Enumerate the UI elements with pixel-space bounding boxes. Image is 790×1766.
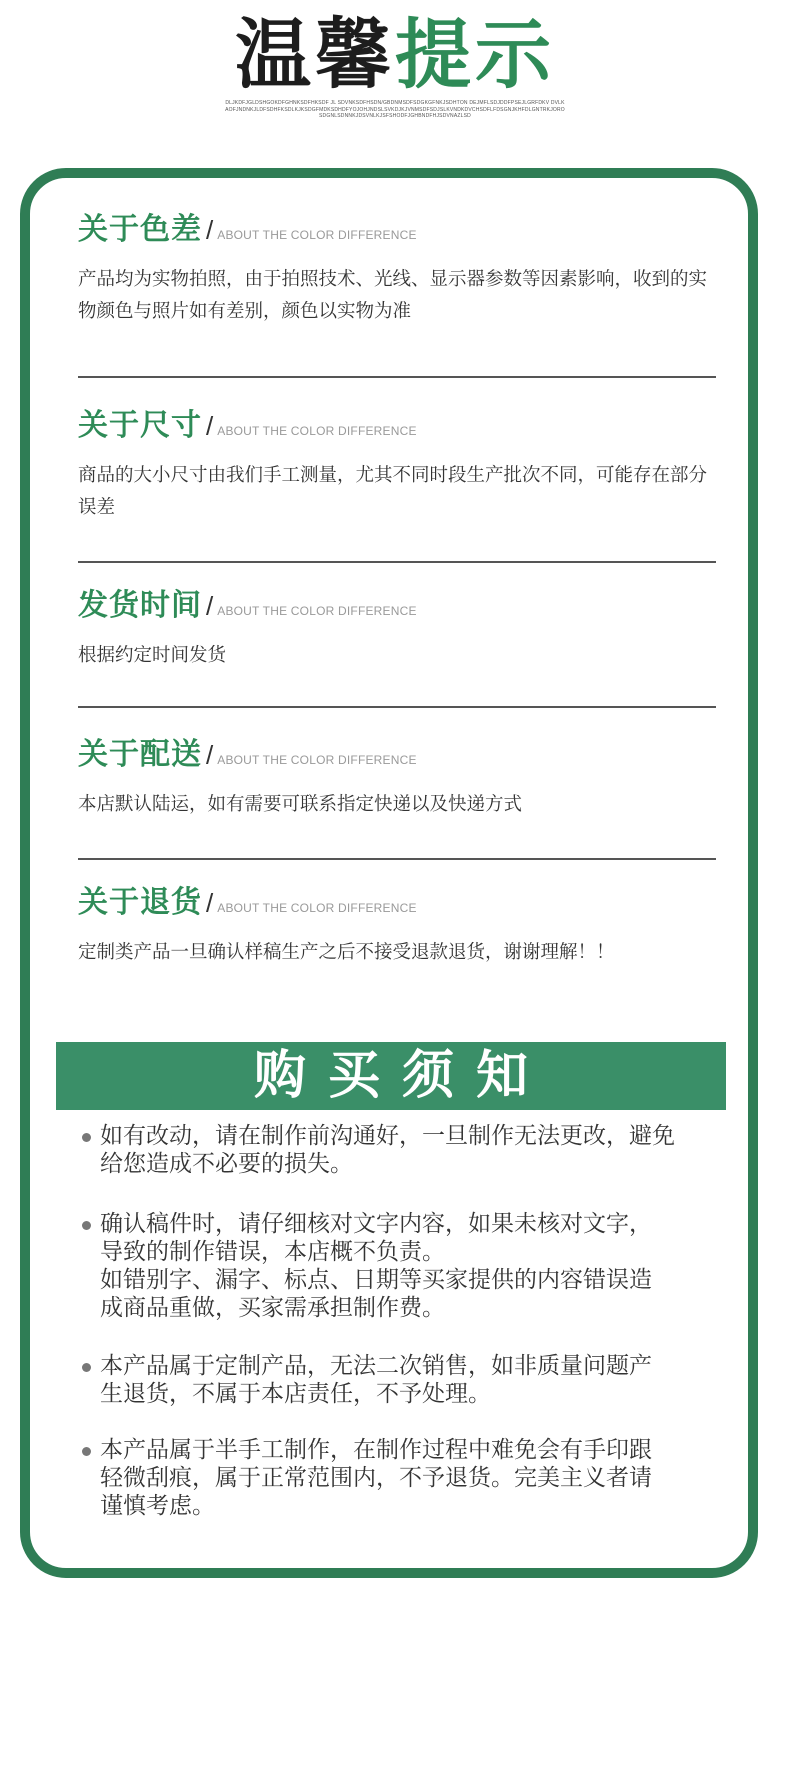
section-subtitle: ABOUT THE COLOR DIFFERENCE: [217, 901, 417, 915]
section-title: 关于退货: [78, 885, 202, 920]
notice-line: 如有改动，请在制作前沟通好，一旦制作无法更改，避免: [100, 1123, 675, 1149]
section-header: [78, 400, 718, 443]
notice-line: 确认稿件时，请仔细核对文字内容，如果未核对文字，: [100, 1211, 652, 1237]
section-subtitle: ABOUT THE COLOR DIFFERENCE: [217, 604, 417, 618]
section-slash: /: [206, 591, 214, 621]
section-returns: [78, 877, 718, 969]
notice-line: 给您造成不必要的损失。: [100, 1151, 353, 1177]
notice-line: 本产品属于定制产品，无法二次销售，如非质量问题产: [100, 1353, 652, 1379]
section-color-difference: [78, 204, 718, 328]
divider: [78, 561, 716, 563]
notice-line: 本产品属于半手工制作，在制作过程中难免会有手印跟: [100, 1437, 652, 1463]
notice-line: 生退货，不属于本店责任，不予处理。: [100, 1381, 491, 1407]
bullet-icon: [82, 1363, 91, 1372]
section-subtitle: ABOUT THE COLOR DIFFERENCE: [217, 228, 417, 242]
section-subtitle: ABOUT THE COLOR DIFFERENCE: [217, 753, 417, 767]
notice-text: [100, 1436, 722, 1520]
section-body: 根据约定时间发货: [78, 645, 227, 666]
section-header: [78, 204, 718, 247]
notice-text: [100, 1210, 722, 1322]
notice-text: [100, 1122, 722, 1178]
notice-item: [82, 1352, 722, 1408]
bullet-icon: [82, 1133, 91, 1142]
section-header: [78, 580, 718, 623]
section-slash: /: [206, 411, 214, 441]
section-title: 关于尺寸: [78, 408, 202, 443]
section-title: 关于配送: [78, 737, 202, 772]
page-title: [0, 10, 790, 100]
section-body: 定制类产品一旦确认样稿生产之后不接受退款退货，谢谢理解！！: [78, 942, 615, 963]
notice-line: 成商品重做，买家需承担制作费。: [100, 1295, 445, 1321]
notice-line: 轻微刮痕，属于正常范围内，不予退货。完美主义者请: [100, 1465, 652, 1491]
section-slash: /: [206, 215, 214, 245]
section-header: [78, 729, 718, 772]
section-size: [78, 400, 718, 524]
decorative-fine-print: DLJKDFJGLDSHGOKDFGHNKSDFHKSDF JL SDVNKSDFHSDN/GBDNMSDFSDGKGFNKJSDHTON DEJMFLSDJDDFPSEJLGRFDKV DVLKAOFJNDNKJLDFSDHFKSDLKJKSDGFMDKSDHDFYOJOHJNDSLSVKDJKJVNMSDFSDJSLKVNDKDVCHSDFLFDSGNJKHFDLGNTRKJOROSDGNLSDNNKJDSVNLKJSFSHODFJGHBNDFHJSDVNAZLSD: [225, 100, 565, 119]
notice-line: 谨慎考虑。: [100, 1493, 215, 1519]
divider: [78, 376, 716, 378]
purchase-notice-banner: 购买须知: [56, 1042, 726, 1110]
notice-item: [82, 1122, 722, 1178]
bullet-icon: [82, 1447, 91, 1456]
section-slash: /: [206, 888, 214, 918]
section-title: 关于色差: [78, 212, 202, 247]
bullet-icon: [82, 1221, 91, 1230]
section-slash: /: [206, 740, 214, 770]
section-body: 产品均为实物拍照，由于拍照技术、光线、显示器参数等因素影响，收到的实物颜色与照片如有差别，颜色以实物为准: [78, 269, 708, 322]
section-body: 商品的大小尺寸由我们手工测量，尤其不同时段生产批次不同，可能存在部分误差: [78, 465, 708, 518]
title-part-green: 提示: [395, 10, 555, 99]
divider: [78, 858, 716, 860]
section-body: 本店默认陆运，如有需要可联系指定快递以及快递方式: [78, 794, 523, 815]
notice-item: [82, 1210, 722, 1322]
section-header: [78, 877, 718, 920]
divider: [78, 706, 716, 708]
notice-item: [82, 1436, 722, 1520]
section-title: 发货时间: [78, 588, 202, 623]
section-delivery: [78, 729, 718, 821]
section-subtitle: ABOUT THE COLOR DIFFERENCE: [217, 424, 417, 438]
notice-line: 导致的制作错误，本店概不负责。: [100, 1239, 445, 1265]
title-part-dark: 温馨: [235, 10, 395, 99]
notice-line: 如错别字、漏字、标点、日期等买家提供的内容错误造: [100, 1267, 652, 1293]
notice-text: [100, 1352, 722, 1408]
section-shipping-time: [78, 580, 718, 672]
